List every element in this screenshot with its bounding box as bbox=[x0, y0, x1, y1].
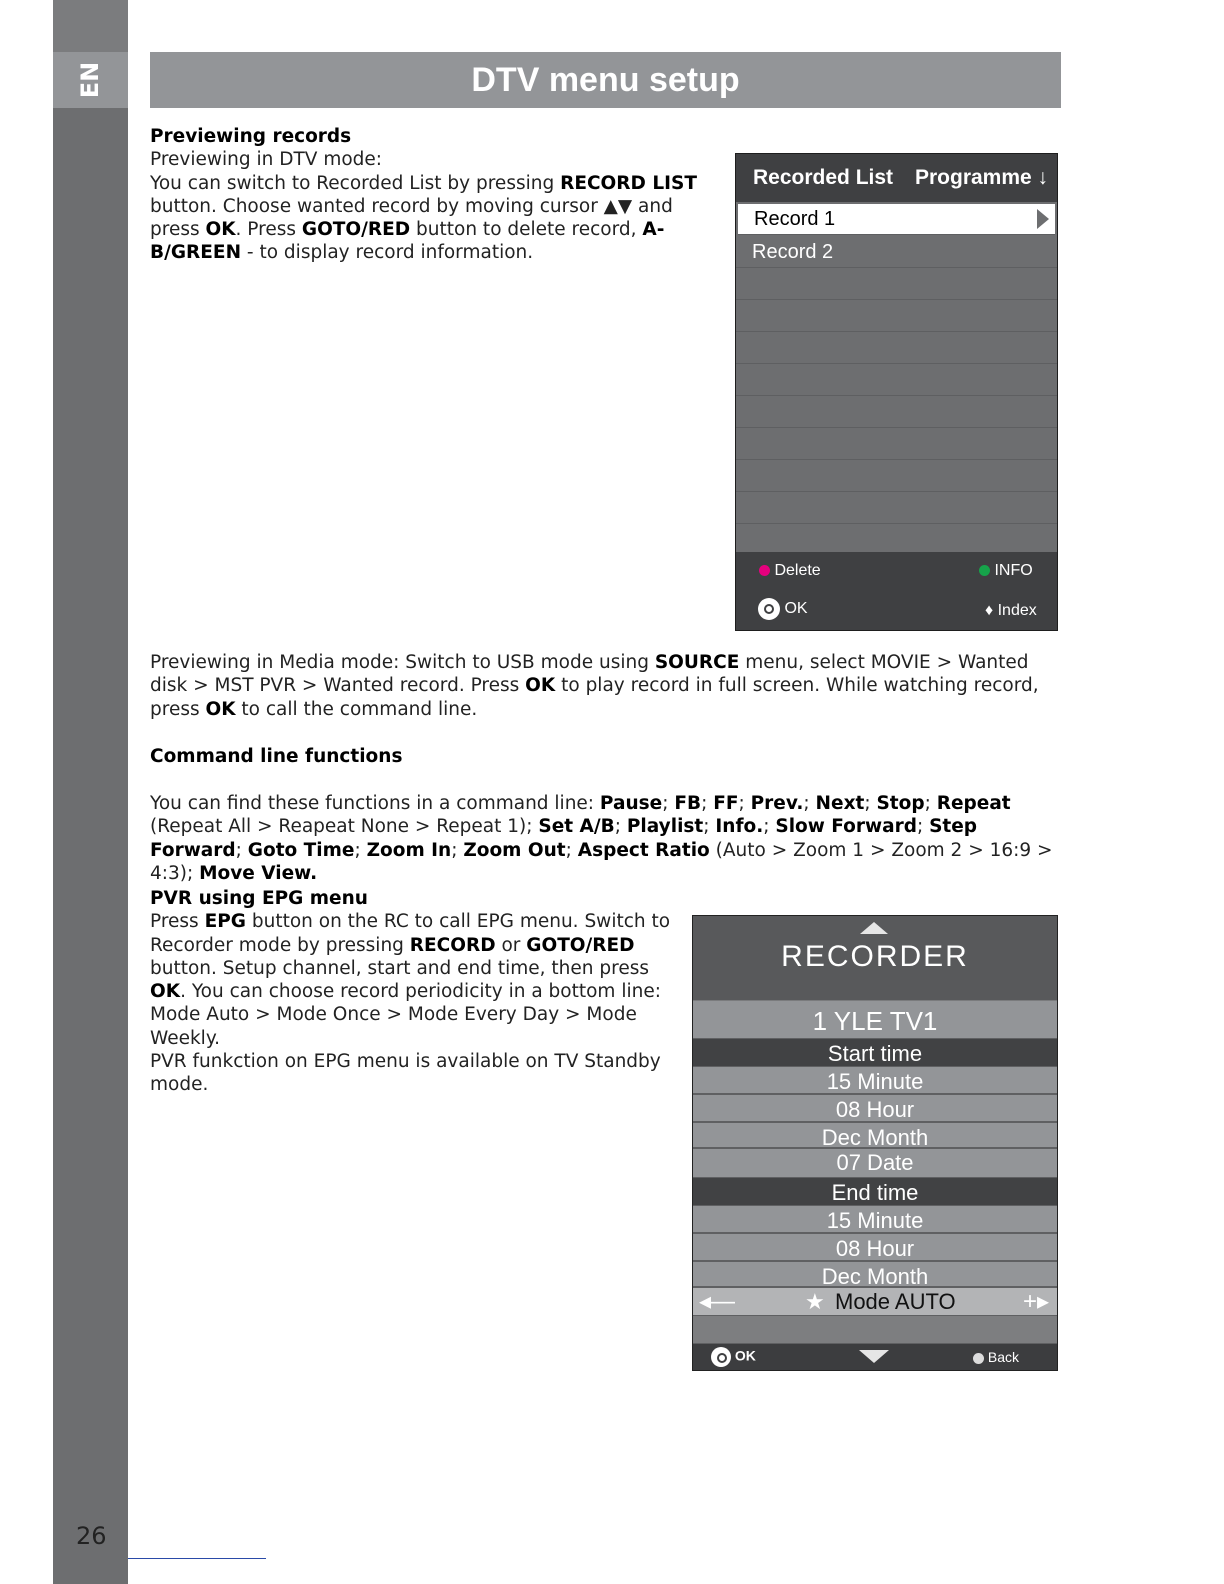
end-minute-field[interactable]: 15 Minute bbox=[693, 1206, 1057, 1232]
command-function-name: Step Forward bbox=[150, 816, 978, 861]
start-hour-field[interactable]: 08 Hour bbox=[693, 1095, 1057, 1121]
command-function-name: Set A/B bbox=[538, 816, 615, 838]
command-function-name: Info. bbox=[715, 816, 764, 838]
recorded-list-header bbox=[736, 154, 1057, 202]
command-function-sep: ; bbox=[703, 816, 716, 838]
pvr-heading: PVR using EPG menu bbox=[150, 888, 368, 909]
sidebar-top-block bbox=[53, 0, 128, 52]
command-function-sep: (Repeat All > Reapeat None > Repeat 1); bbox=[150, 816, 539, 838]
previewing-dtv-paragraph: You can switch to Recorded List by pressing RECORD LIST button. Choose wanted record by moving cursor ▲▼ and press OK. Press GOTO/RED button to delete record, A-B/GREEN - to display record information. bbox=[150, 172, 697, 264]
command-line-paragraph: You can find these functions in a command line: Pause; FB; FF; Prev.; Next; Stop; Repeat (Repeat All > Reapeat None > Repeat 1); Set A/B; Playlist; Info.; Slow Forward; Step Forward; Goto Time; Zoom In; Zoom Out; Aspect Ratio (Auto > Zoom 1 > Zoom 2 > 16:9 > 4:3); Move View. bbox=[150, 793, 1053, 884]
previewing-section-text bbox=[150, 125, 720, 265]
empty-row bbox=[736, 493, 1057, 524]
command-function-sep: ; bbox=[803, 793, 816, 814]
record-item-1[interactable] bbox=[738, 204, 1055, 235]
scroll-down-icon[interactable] bbox=[859, 1350, 889, 1363]
recorded-list-footer bbox=[736, 552, 1057, 630]
language-label: EN bbox=[76, 61, 104, 99]
record-item-2[interactable] bbox=[736, 237, 1057, 268]
command-line-heading: Command line functions bbox=[150, 746, 403, 767]
command-function-name: Prev. bbox=[750, 793, 804, 814]
pvr-section-text bbox=[150, 887, 680, 1097]
start-date-field[interactable]: 07 Date bbox=[693, 1149, 1057, 1177]
end-hour-field[interactable]: 08 Hour bbox=[693, 1234, 1057, 1260]
command-function-name: Stop bbox=[876, 793, 925, 814]
empty-row bbox=[736, 365, 1057, 396]
command-function-sep: ; bbox=[738, 793, 751, 814]
ok-action[interactable]: OK bbox=[758, 598, 808, 620]
empty-row bbox=[736, 269, 1057, 300]
empty-row bbox=[736, 429, 1057, 460]
media-mode-paragraph: Previewing in Media mode: Switch to USB mode using SOURCE menu, select MOVIE > Wanted disk > MST PVR > Wanted record. Press OK to play record in full screen. While watching record, press OK to call the command line. bbox=[150, 652, 1039, 720]
empty-row bbox=[736, 461, 1057, 492]
mode-value: Mode AUTO bbox=[835, 1289, 956, 1314]
end-month-field[interactable]: Dec Month bbox=[693, 1262, 1057, 1286]
command-function-name: Playlist bbox=[626, 816, 704, 838]
empty-row bbox=[736, 301, 1057, 332]
ok-button-icon bbox=[758, 598, 780, 620]
command-function-sep: ; bbox=[924, 793, 937, 814]
command-function-name: Pause bbox=[599, 793, 663, 814]
command-function-sep: ; bbox=[864, 793, 877, 814]
command-function-sep: ; bbox=[662, 793, 675, 814]
page-number: 26 bbox=[76, 1522, 107, 1550]
command-function-name: Slow Forward bbox=[775, 816, 917, 838]
command-function-sep: ; bbox=[701, 793, 714, 814]
empty-row bbox=[736, 333, 1057, 364]
empty-row bbox=[736, 397, 1057, 428]
star-icon: ★ bbox=[805, 1289, 825, 1314]
empty-row bbox=[693, 1316, 1057, 1343]
recorder-panel bbox=[692, 915, 1058, 1371]
command-function-sep: ; bbox=[763, 816, 776, 838]
ok-button-icon bbox=[711, 1347, 731, 1367]
command-function-name: Move View. bbox=[199, 862, 318, 884]
command-function-name: Goto Time bbox=[247, 839, 355, 861]
scroll-up-icon[interactable] bbox=[860, 922, 888, 934]
command-function-sep: ; bbox=[565, 839, 578, 861]
recorded-list-title: Recorded List bbox=[753, 166, 894, 189]
end-time-label: End time bbox=[693, 1178, 1057, 1205]
command-function-name: FB bbox=[674, 793, 702, 814]
command-function-name: Next bbox=[815, 793, 865, 814]
delete-action[interactable]: Delete bbox=[759, 562, 821, 580]
ok-action[interactable]: OK bbox=[711, 1347, 756, 1367]
index-action[interactable]: ♦ Index bbox=[985, 602, 1037, 619]
record-item-label: Record 1 bbox=[754, 208, 836, 230]
command-function-sep: ; bbox=[614, 816, 627, 838]
info-action[interactable]: INFO bbox=[979, 562, 1033, 580]
back-dot-icon bbox=[973, 1353, 984, 1364]
record-item-label: Record 2 bbox=[752, 241, 834, 263]
command-function-sep: ; bbox=[451, 839, 464, 861]
command-function-name: Repeat bbox=[936, 793, 1011, 814]
command-function-name: Zoom In bbox=[366, 839, 452, 861]
command-function-sep: (Auto > Zoom 1 > Zoom 2 > 16:9 > 4:3); bbox=[150, 839, 1053, 884]
pvr-paragraph: Press EPG button on the RC to call EPG menu. Switch to Recorder mode by pressing RECORD or GOTO/RED button. Setup channel, start and end time, then press OK. You can choose record periodicity in a bottom line: Mode Auto > Mode Once > Mode Every Day > Mode Weekly. bbox=[150, 911, 671, 1049]
recorder-header bbox=[693, 916, 1057, 1000]
sidebar bbox=[53, 0, 128, 1584]
command-function-name: Zoom Out bbox=[463, 839, 566, 861]
start-time-label: Start time bbox=[693, 1039, 1057, 1066]
recorded-list-panel bbox=[735, 153, 1058, 631]
start-month-field[interactable]: Dec Month bbox=[693, 1123, 1057, 1147]
play-arrow-icon bbox=[1037, 209, 1049, 229]
sort-programme-label[interactable]: Programme ↓ bbox=[915, 166, 1049, 189]
page-title: DTV menu setup bbox=[150, 52, 1061, 108]
empty-row bbox=[736, 523, 1057, 554]
increase-icon[interactable]: +▸ bbox=[1022, 1288, 1049, 1315]
channel-row[interactable]: 1 YLE TV1 bbox=[693, 1000, 1057, 1038]
pvr-standby-note: PVR funkction on EPG menu is available on TV Standby mode. bbox=[150, 1051, 661, 1096]
footer-rule bbox=[128, 1558, 266, 1559]
back-action[interactable]: Back bbox=[973, 1349, 1019, 1365]
command-function-sep: ; bbox=[916, 816, 930, 838]
command-function-sep: ; bbox=[354, 839, 367, 861]
recorder-title: RECORDER bbox=[781, 940, 969, 973]
green-dot-icon bbox=[979, 565, 990, 576]
command-function-name: FF bbox=[713, 793, 739, 814]
recorder-footer bbox=[693, 1344, 1057, 1370]
decrease-icon[interactable]: ◂— bbox=[699, 1288, 736, 1315]
command-function-name: Aspect Ratio bbox=[577, 839, 710, 861]
start-minute-field[interactable]: 15 Minute bbox=[693, 1067, 1057, 1093]
previewing-heading: Previewing records bbox=[150, 126, 352, 147]
command-function-sep: ; bbox=[235, 839, 248, 861]
previewing-dtv-line: Previewing in DTV mode: bbox=[150, 149, 383, 171]
red-dot-icon bbox=[759, 565, 770, 576]
mode-selector[interactable] bbox=[693, 1288, 1057, 1315]
